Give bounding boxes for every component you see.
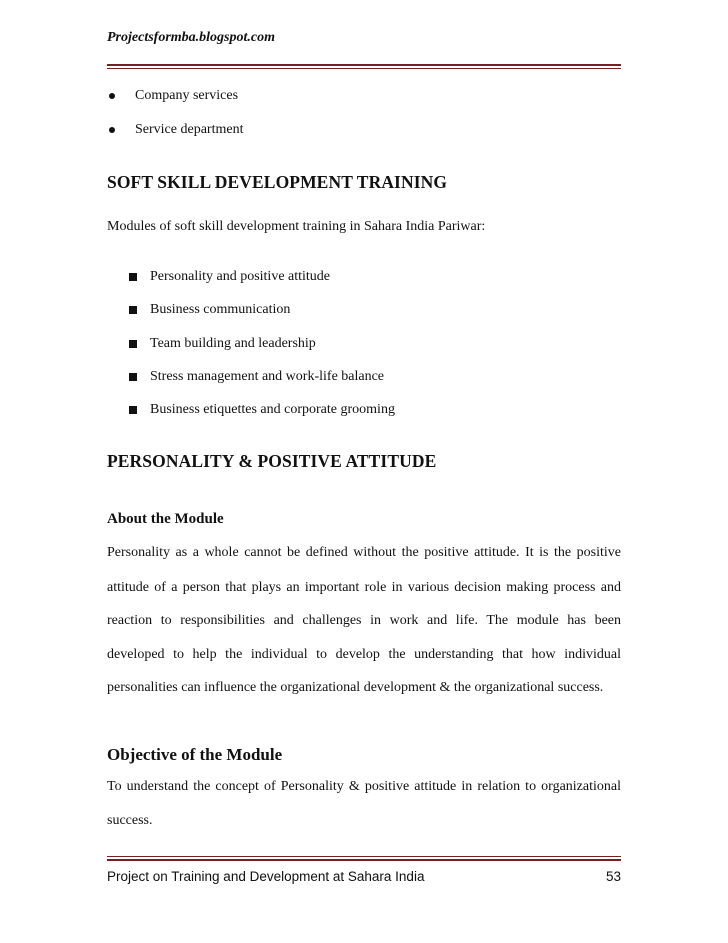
- bullet-square-icon: [129, 406, 137, 414]
- section-title: PERSONALITY & POSITIVE ATTITUDE: [107, 451, 437, 471]
- list-item-label: Service department: [135, 122, 244, 137]
- paragraph-line: developed to help the individual to develop the understanding that how individual: [107, 647, 621, 662]
- section-title: SOFT SKILL DEVELOPMENT TRAINING: [107, 172, 448, 192]
- header-rule-thin: [107, 68, 621, 69]
- list-item: [129, 369, 384, 385]
- footer-text: Project on Training and Development at Sahara India: [107, 869, 425, 884]
- list-item-label: Business communication: [150, 302, 291, 317]
- list-item-label: Stress management and work-life balance: [150, 369, 385, 384]
- list-item-label: Personality and positive attitude: [150, 269, 331, 284]
- bullet-square-icon: [129, 373, 137, 381]
- bullet-square-icon: [129, 306, 137, 314]
- paragraph-line: attitude of a person that plays an important role in various decision making process and: [107, 580, 621, 595]
- paragraph-line: To understand the concept of Personality & positive attitude in relation to organizational: [107, 779, 621, 794]
- list-item: [129, 269, 330, 285]
- list-item: [129, 336, 316, 352]
- list-item: [129, 402, 395, 418]
- list-item: [107, 122, 243, 138]
- paragraph-line: Personality as a whole cannot be defined without the positive attitude. It is the positive: [107, 545, 621, 560]
- bullet-square-icon: [129, 340, 137, 348]
- list-item-label: Business etiquettes and corporate grooming: [150, 402, 395, 417]
- list-item-label: Company services: [135, 88, 239, 103]
- paragraph-line: success.: [107, 813, 153, 828]
- header-site: Projectsformba.blogspot.com: [107, 30, 275, 45]
- bullet-dot-icon: [109, 127, 115, 133]
- subsection-heading: Objective of the Module: [107, 745, 283, 764]
- page-number: 53: [605, 869, 621, 884]
- footer-rule-thick: [107, 859, 621, 861]
- section-intro: Modules of soft skill development training in Sahara India Pariwar:: [107, 219, 486, 234]
- list-item: [107, 88, 238, 104]
- header-rule-thick: [107, 64, 621, 66]
- paragraph-line: reaction to responsibilities and challenges in work and life. The module has been: [107, 613, 621, 628]
- bullet-dot-icon: [109, 93, 115, 99]
- subsection-heading: About the Module: [107, 511, 224, 527]
- bullet-square-icon: [129, 273, 137, 281]
- list-item: [129, 302, 290, 318]
- list-item-label: Team building and leadership: [150, 336, 316, 351]
- paragraph-line: personalities can influence the organizational development & the organizational success.: [107, 680, 604, 695]
- footer-rule-thin: [107, 856, 621, 857]
